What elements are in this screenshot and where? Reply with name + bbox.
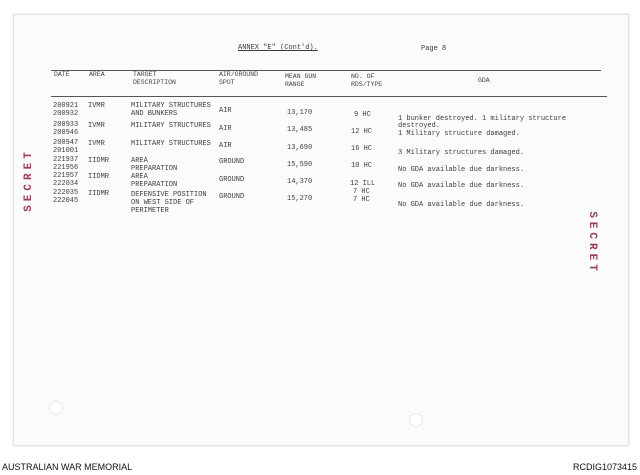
footer-source: AUSTRALIAN WAR MEMORIAL bbox=[2, 462, 133, 472]
row6-target-2: ON WEST SIDE OF bbox=[131, 199, 195, 207]
row5-spot: GROUND bbox=[219, 176, 245, 184]
row4-target-2: PREPARATION bbox=[131, 165, 178, 173]
row1-rds: 9 HC bbox=[354, 111, 371, 119]
footer-id: RCDIG1073415 bbox=[572, 462, 637, 472]
col-mean-2: RANGE bbox=[285, 81, 305, 88]
col-air-2: SPOT bbox=[219, 79, 235, 86]
row3-gda-1: 3 Military structures damaged. bbox=[398, 149, 525, 157]
col-date: DATE bbox=[54, 71, 70, 78]
row5-gda-1: No GDA available due darkness. bbox=[398, 182, 525, 190]
col-area: AREA bbox=[89, 71, 105, 78]
row3-area: IVMR bbox=[88, 140, 105, 148]
col-target-2: DESCRIPTION bbox=[133, 79, 176, 86]
row5-area: IIDMR bbox=[88, 173, 110, 181]
row5-target-2: PREPARATION bbox=[131, 181, 178, 189]
row2-gda-1: 1 Military structure damaged. bbox=[398, 130, 520, 138]
row4-spot: GROUND bbox=[219, 158, 245, 166]
row5-target-1: AREA bbox=[131, 173, 148, 181]
row6-date-1: 222035 bbox=[53, 189, 79, 197]
col-mean-1: MEAN GUN bbox=[285, 73, 317, 80]
col-rds-2: RDS/TYPE bbox=[351, 81, 383, 88]
row6-spot: GROUND bbox=[219, 193, 245, 201]
row3-spot: AIR bbox=[219, 142, 232, 150]
row2-date-2: 200946 bbox=[53, 129, 79, 137]
row2-spot: AIR bbox=[219, 125, 232, 133]
row4-area: IIDMR bbox=[88, 157, 110, 165]
row6-range: 15,270 bbox=[287, 195, 313, 203]
row2-date-1: 200933 bbox=[53, 121, 79, 129]
row5-date-1: 221957 bbox=[53, 172, 79, 180]
row4-target-1: AREA bbox=[131, 157, 148, 165]
row5-date-2: 222034 bbox=[53, 180, 79, 188]
row3-target-1: MILITARY STRUCTURES bbox=[131, 140, 211, 148]
row1-date-2: 200932 bbox=[53, 110, 79, 118]
row1-date-1: 200921 bbox=[53, 102, 79, 110]
row2-area: IVMR bbox=[88, 122, 105, 130]
row1-target-2: AND BUNKERS bbox=[131, 110, 178, 118]
row1-target-1: MILITARY STRUCTURES bbox=[131, 102, 211, 110]
row1-range: 13,170 bbox=[287, 109, 313, 117]
header-rule bbox=[51, 96, 607, 97]
row1-area: IVMR bbox=[88, 102, 105, 110]
col-gda: GDA bbox=[478, 77, 490, 84]
punch-hole-left bbox=[49, 401, 63, 415]
row5-range: 14,370 bbox=[287, 178, 313, 186]
row6-gda-1: No GDA available due darkness. bbox=[398, 201, 525, 209]
row3-rds: 16 HC bbox=[351, 145, 373, 153]
punch-hole-right bbox=[409, 413, 423, 427]
secret-stamp-left: SECRET bbox=[22, 148, 35, 212]
row4-date-1: 221937 bbox=[53, 156, 79, 164]
col-target-1: TARGET bbox=[133, 71, 157, 78]
row6-target-3: PERIMETER bbox=[131, 207, 169, 215]
col-rds-1: NO. OF bbox=[351, 73, 375, 80]
row2-target-1: MILITARY STRUCTURES bbox=[131, 122, 211, 130]
row1-gda-1: 1 bunker destroyed. 1 military structure bbox=[398, 115, 567, 123]
row4-gda-1: No GDA available due darkness. bbox=[398, 166, 525, 174]
annex-title: ANNEX "E" (Cont'd). bbox=[238, 44, 318, 52]
row4-date-2: 221956 bbox=[53, 164, 79, 172]
row2-rds: 12 HC bbox=[351, 128, 373, 136]
document-page bbox=[13, 14, 629, 446]
page-number: Page 8 bbox=[421, 45, 447, 53]
row5-rds-2: 7 HC bbox=[353, 188, 370, 196]
row4-range: 15,590 bbox=[287, 161, 313, 169]
row6-date-2: 222045 bbox=[53, 197, 79, 205]
row2-range: 13,485 bbox=[287, 126, 313, 134]
row3-range: 13,690 bbox=[287, 144, 313, 152]
row3-date-2: 201001 bbox=[53, 147, 79, 155]
row6-target-1: DEFENSIVE POSITION bbox=[131, 191, 207, 199]
secret-stamp-right: SECRET bbox=[585, 211, 598, 275]
row1-gda-2: destroyed. bbox=[398, 122, 441, 130]
col-air-1: AIR/GROUND bbox=[219, 71, 259, 78]
row6-area: IIDMR bbox=[88, 190, 110, 198]
row4-rds: 10 HC bbox=[351, 162, 373, 170]
row3-date-1: 200947 bbox=[53, 139, 79, 147]
row6-rds: 7 HC bbox=[353, 196, 370, 204]
row1-spot: AIR bbox=[219, 107, 232, 115]
row5-rds-1: 12 ILL bbox=[350, 180, 376, 188]
